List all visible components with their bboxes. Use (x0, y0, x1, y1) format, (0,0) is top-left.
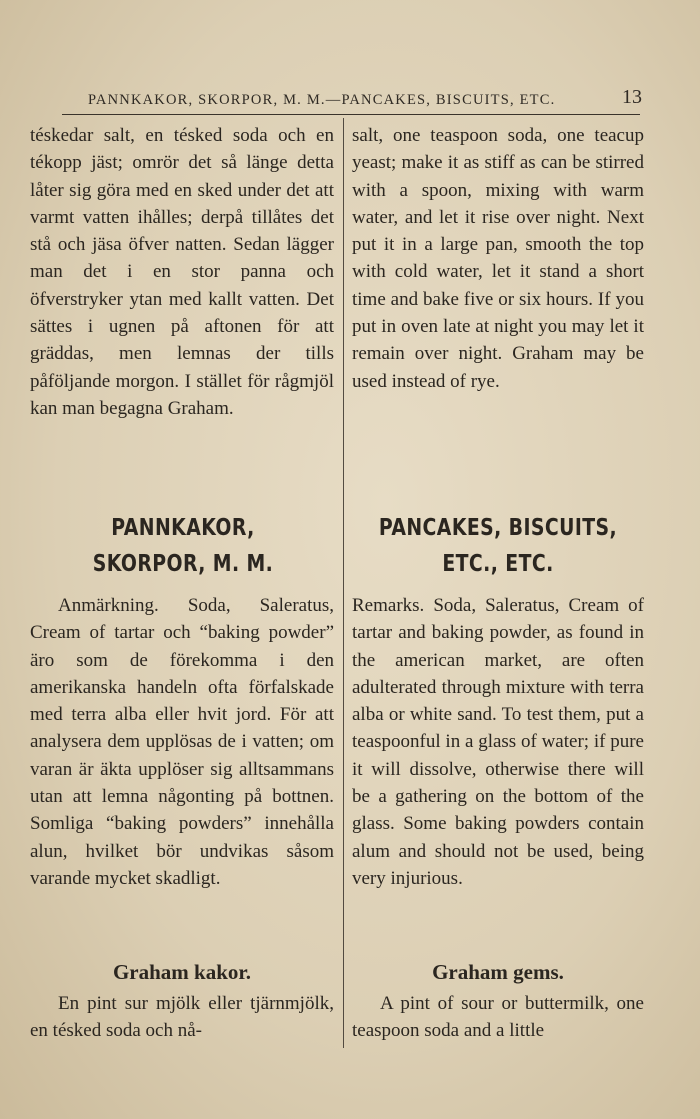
swedish-section-heading: PANNKAKOR, SKORPOR, M. M. (92, 515, 274, 577)
english-recipe-title: Graham gems. (432, 960, 564, 984)
running-head: PANNKAKOR, SKORPOR, M. M.—PANCAKES, BISCUITS, ETC. (88, 92, 556, 108)
column-divider (343, 118, 344, 1048)
english-paragraph-1: salt, one teaspoon soda, one teacup yeast; make it as stiff as can be stirred with a spoon, mixing with warm water, and let it rise over night. Next put it in a large pan, smooth the top with cold water, let it stand a short time and bake five or six hours. If you put in oven late at night you may let it remain over night. Graham may be used instead of rye. (352, 125, 644, 392)
english-section-heading: PANCAKES, BISCUITS, ETC., ETC. (378, 515, 618, 577)
english-remarks-paragraph: Remarks. Soda, Saleratus, Cream of tartar and baking powder, as found in the american market, are often adulterated through mixture with terra alba or white sand. To test them, put a teaspoonful in a glass of water; if pure it will dissolve, otherwise there will be a gathering on the bottom of the glass. Some baking powders contain alum and should not be used, being very injurious. (352, 595, 644, 889)
swedish-recipe-text: En pint sur mjölk eller tjärnmjölk, en tésked soda och nå- (30, 993, 334, 1042)
page-header (62, 88, 640, 114)
page-number: 13 (622, 86, 642, 108)
english-recipe-text: A pint of sour or buttermilk, one teaspoon soda and a little (352, 993, 644, 1042)
swedish-recipe-title: Graham kakor. (112, 960, 252, 984)
header-rule (62, 114, 640, 115)
swedish-paragraph-1: téskedar salt, en tésked soda och en tékopp jäst; omrör det så länge detta låter sig göra med en sked under det att varmt vatten ihålles; derpå tillåtes det stå och jäsa öfver natten. Sedan lägger man det i en stor panna och öfverstryker ytan med kallt vatten. Det sättes i ugnen på aftonen för att gräddas, men lemnas der tills påföljande morgon. I stället för rågmjöl kan man begagna Graham. (30, 125, 334, 419)
swedish-remarks-paragraph: Anmärkning. Soda, Saleratus, Cream of tartar och “baking powder” äro som de förekomma i den amerikanska handeln ofta förfalskade med terra alba eller hvit jord. För att analysera dem upplösas de i vatten; om varan är äkta upplöser sig alltsammans utan att lemna någonting på bottnen. Somliga “baking powders” innehålla alun, hvilket bör undvikas såsom varande mycket skadligt. (30, 595, 334, 889)
